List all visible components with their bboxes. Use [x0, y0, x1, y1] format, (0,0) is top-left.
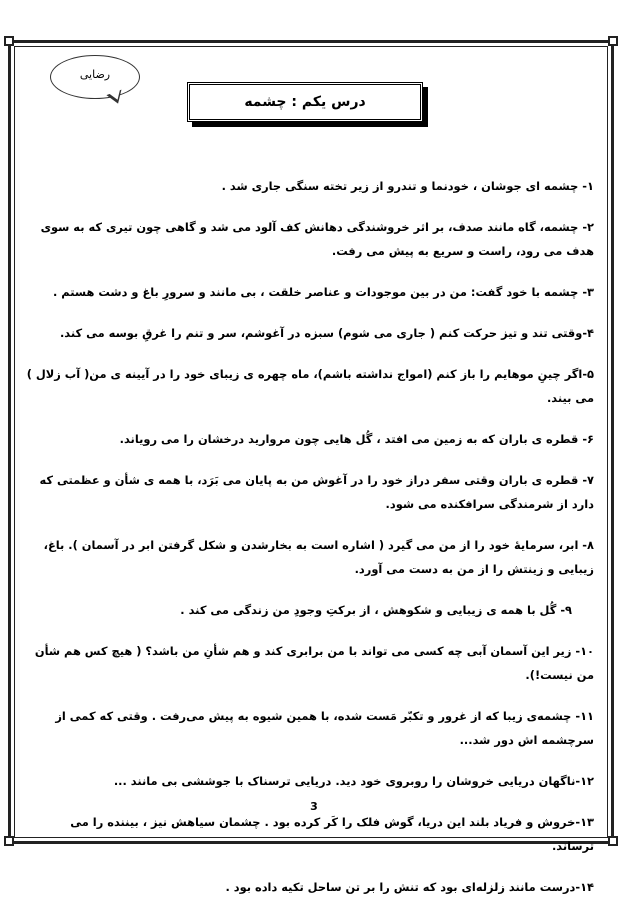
- paragraph: ۶- قطره ی باران که به زمین می افتد ، گُل هایی چون مروارید درخشان را می رویاند.: [119, 432, 594, 446]
- paragraph: ۱۱- چشمه‌ی زیبا که از غرور و تکبّر مَست شده، با همین شیوه به پیش می‌رفت . وقتی که کمی از سرچشمه اش دور شد...: [55, 709, 594, 747]
- paragraph: ۱۴-درست مانند زلزله‌ای بود که تنش را بر تن ساحل تکیه داده بود .: [225, 880, 594, 894]
- frame-corner: [608, 836, 618, 846]
- frame-corner: [608, 36, 618, 46]
- paragraph: ۱۰- زیر این آسمان آبی چه کسی می تواند با من برابری کند و هم شأنِ من باشد؟ ( هیچ کس هم شأن من نیست!).: [34, 644, 594, 682]
- page-number: 3: [310, 800, 318, 813]
- paragraph: ۵-اگر چینِ موهایم را باز کنم (امواج نداشته باشم)، ماه چهره ی زیبای خود را در آیینه ی من( آب زلال ) می بیند.: [26, 367, 594, 405]
- author-name: رضایی: [79, 68, 111, 81]
- frame-corner: [4, 36, 14, 46]
- frame-corner: [4, 836, 14, 846]
- paragraph: ۹- گُل با همه ی زیبایی و شکوهش ، از برکتِ وجودِ من زندگی می کند .: [180, 603, 572, 617]
- paragraph: ۳- چشمه با خود گفت: من در بین موجودات و عناصر خلقت ، بی مانند و سرورِ باغ و دشت هستم .: [53, 285, 594, 299]
- paragraph: ۱- چشمه ای جوشان ، خودنما و تندرو از زیر تخته سنگی جاری شد .: [221, 179, 594, 193]
- paragraph: ۱۳-خروش و فریاد بلند این دریا، گوش فلک را کَر کرده بود . چشمان سیاهش نیز ، بیننده را می ترساند.: [70, 815, 594, 853]
- speech-bubble: [50, 55, 140, 99]
- paragraph: ۴-وقتی تند و تیز حرکت کنم ( جاری می شوم) سبزه در آغوشم، سر و تنم را غرقِ بوسه می کند.: [59, 326, 594, 340]
- paragraph: ۲- چشمه، گاه مانند صدف، بر اثر خروشندگی دهانش کف آلود می شد و گاهی چون تیری که به سوی هدف می رود، راست و سریع به پیش می رفت.: [40, 220, 594, 258]
- paragraph: ۱۲-ناگهان دریایی خروشان را روبروی خود دید. دریایی ترسناک با جوششی بی مانند ...: [113, 774, 594, 788]
- lesson-title: درس یکم : چشمه: [244, 94, 366, 110]
- lesson-title-box: [187, 82, 423, 122]
- paragraph: ۷- قطره ی باران وقتی سفر دراز خود را در آغوش من به پایان می بَرَد، با همه ی شأن و عظمتی که دارد از شرمندگی سرافکنده می شود.: [39, 473, 594, 511]
- paragraph: ۸- ابر، سرمایهٔ خود را از من می گیرد ( اشاره است به بخارشدن و شکل گرفتن ابر در آسمان ). باغ، زیبایی و زینتش را از من به دست می آورد.: [43, 538, 594, 576]
